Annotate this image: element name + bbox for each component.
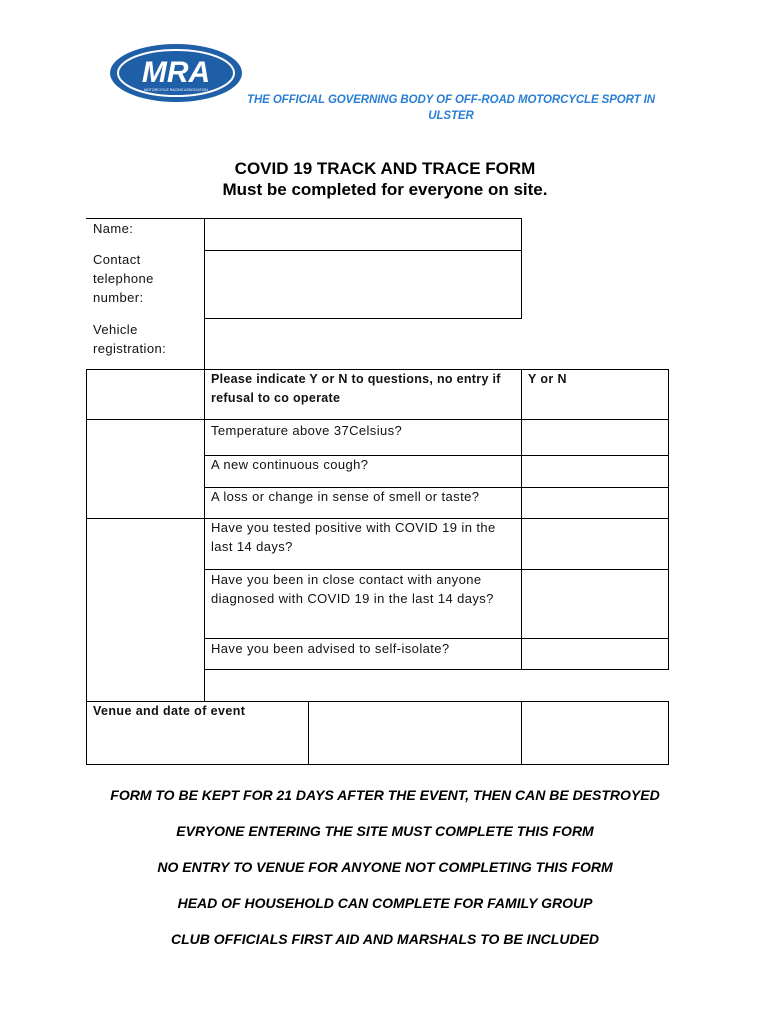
mra-logo: [108, 42, 244, 104]
answer-smell-taste[interactable]: [522, 488, 668, 518]
footer-note-officials: CLUB OFFICIALS FIRST AID AND MARSHALS TO BE INCLUDED: [170, 931, 600, 947]
vehicle-field[interactable]: [205, 319, 521, 369]
name-label: Name:: [93, 221, 134, 236]
footer-note-everyone: EVRYONE ENTERING THE SITE MUST COMPLETE THIS FORM: [176, 823, 594, 839]
tagline: THE OFFICIAL GOVERNING BODY OF OFF-ROAD MOTORCYCLE SPORT IN ULSTER: [247, 94, 655, 122]
question-smell-taste: A loss or change in sense of smell or taste?: [211, 489, 480, 504]
answer-tested-positive[interactable]: [522, 519, 668, 569]
name-field[interactable]: [205, 219, 521, 250]
question-temperature: Temperature above 37Celsius?: [211, 423, 403, 438]
logo-text: MRA: [141, 56, 211, 89]
phone-field[interactable]: [205, 251, 521, 318]
answer-close-contact[interactable]: [522, 570, 668, 638]
answer-header: Y or N: [528, 372, 567, 386]
answer-cough[interactable]: [522, 456, 668, 487]
phone-label: Contact telephone number:: [93, 252, 154, 305]
question-self-isolate: Have you been advised to self-isolate?: [211, 641, 450, 656]
venue-label: Venue and date of event: [93, 704, 246, 718]
vehicle-label: Vehicle registration:: [93, 322, 167, 356]
answer-self-isolate[interactable]: [522, 639, 668, 669]
form-subtitle: Must be completed for everyone on site.: [222, 180, 548, 199]
answer-temperature[interactable]: [522, 420, 668, 455]
question-tested-positive: Have you tested positive with COVID 19 in the last 14 days?: [211, 520, 496, 554]
question-instruction: Please indicate Y or N to questions, no entry if refusal to co operate: [211, 372, 501, 405]
footer-note-household: HEAD OF HOUSEHOLD CAN COMPLETE FOR FAMILY GROUP: [177, 895, 593, 911]
footer-note-no-entry: NO ENTRY TO VENUE FOR ANYONE NOT COMPLETING THIS FORM: [157, 859, 613, 875]
footer-note-retention: FORM TO BE KEPT FOR 21 DAYS AFTER THE EVENT, THEN CAN BE DESTROYED: [110, 787, 660, 803]
venue-field[interactable]: [309, 702, 521, 764]
logo-subtext: MOTORCYCLE RACING ASSOCIATION: [144, 88, 208, 92]
question-cough: A new continuous cough?: [211, 457, 369, 472]
question-close-contact: Have you been in close contact with anyone diagnosed with COVID 19 in the last 14 days?: [211, 572, 494, 606]
date-field[interactable]: [522, 702, 668, 764]
mra-logo-graphic: [108, 42, 244, 104]
form-title: COVID 19 TRACK AND TRACE FORM: [234, 159, 536, 178]
